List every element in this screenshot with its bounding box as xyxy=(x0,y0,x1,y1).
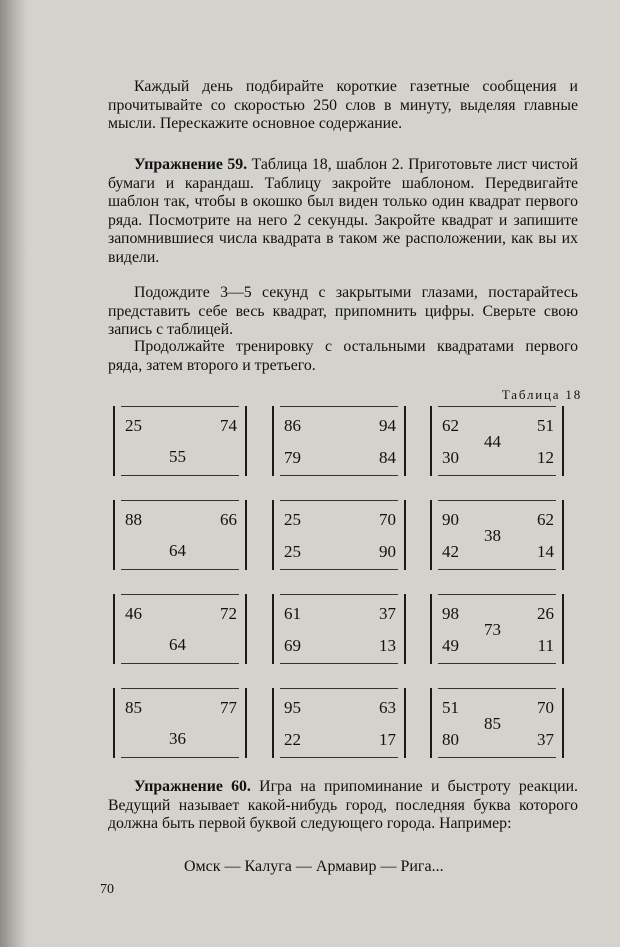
square-number: 12 xyxy=(537,448,554,467)
square-number: 51 xyxy=(442,698,459,717)
number-square xyxy=(113,688,247,758)
square-number: 46 xyxy=(125,604,142,623)
city-chain-example: Омск — Калуга — Армавир — Рига... xyxy=(184,858,444,875)
square-number: 36 xyxy=(169,729,186,748)
paragraph-intro xyxy=(108,78,578,134)
square-number: 94 xyxy=(379,416,396,435)
square-number: 73 xyxy=(484,620,501,639)
paragraph-exercise-60 xyxy=(108,778,578,834)
square-number: 77 xyxy=(220,698,237,717)
square-number: 13 xyxy=(379,636,396,655)
exercise-60-text: Игра на припоминание и быстроту реакции. Ведущий называет какой-нибудь город, последняя буква которого должна быть первой буквой следующего города. Например: xyxy=(108,778,578,833)
square-number: 14 xyxy=(537,542,554,561)
square-number: 80 xyxy=(442,730,459,749)
square-number: 84 xyxy=(379,448,396,467)
square-number: 88 xyxy=(125,510,142,529)
number-square xyxy=(430,406,564,476)
number-square xyxy=(430,500,564,570)
number-square xyxy=(272,688,406,758)
square-number: 37 xyxy=(537,730,554,749)
square-number: 85 xyxy=(125,698,142,717)
square-number: 62 xyxy=(537,510,554,529)
square-number: 69 xyxy=(284,636,301,655)
paragraph-wait xyxy=(108,284,578,340)
square-number: 90 xyxy=(442,510,459,529)
square-number: 74 xyxy=(220,416,237,435)
square-number: 62 xyxy=(442,416,459,435)
square-number: 86 xyxy=(284,416,301,435)
square-number: 42 xyxy=(442,542,459,561)
square-number: 70 xyxy=(379,510,396,529)
number-square xyxy=(272,500,406,570)
number-square xyxy=(430,688,564,758)
square-number: 64 xyxy=(169,541,186,560)
number-square xyxy=(113,594,247,664)
square-number: 72 xyxy=(220,604,237,623)
square-number: 17 xyxy=(379,730,396,749)
exercise-59-heading: Упражнение 59. xyxy=(134,156,248,173)
square-number: 66 xyxy=(220,510,237,529)
square-number: 25 xyxy=(125,416,142,435)
square-number: 51 xyxy=(537,416,554,435)
paragraph-wait-text: Подождите 3—5 секунд с закрытыми глазами, постарайтесь представить себе весь квадрат, припомнить цифры. Сверьте свою запись с таблицей. xyxy=(108,284,578,339)
exercise-59-text: Таблица 18, шаблон 2. Приготовьте лист чистой бумаги и карандаш. Таблицу закройте шаблоном. Передвигайте шаблон так, чтобы в окошко был виден только один квадрат первого ряда. Посмотрите на него 2 секунды. Закройте квадрат и запишите запомнившиеся числа квадрата в таком же расположении, как вы их видели. xyxy=(108,156,578,266)
square-number: 95 xyxy=(284,698,301,717)
exercise-60-heading: Упражнение 60. xyxy=(134,778,251,795)
number-square xyxy=(430,594,564,664)
number-square xyxy=(272,594,406,664)
square-number: 37 xyxy=(379,604,396,623)
square-number: 26 xyxy=(537,604,554,623)
square-number: 55 xyxy=(169,447,186,466)
square-number: 25 xyxy=(284,510,301,529)
square-number: 49 xyxy=(442,636,459,655)
square-number: 38 xyxy=(484,526,501,545)
square-number: 25 xyxy=(284,542,301,561)
number-square xyxy=(113,406,247,476)
square-number: 22 xyxy=(284,730,301,749)
page-binding-edge xyxy=(0,0,28,947)
page-number: 70 xyxy=(100,882,114,897)
square-number: 98 xyxy=(442,604,459,623)
square-number: 85 xyxy=(484,714,501,733)
paragraph-intro-text: Каждый день подбирайте короткие газетные сообщения и прочитывайте со скоростью 250 слов в минуту, выделяя главные мысли. Перескажите основное содержание. xyxy=(108,78,578,133)
paragraph-exercise-59 xyxy=(108,156,578,268)
square-number: 64 xyxy=(169,635,186,654)
paragraph-continue-text: Продолжайте тренировку с остальными квадратами первого ряда, затем второго и третьего. xyxy=(108,338,578,374)
number-square xyxy=(272,406,406,476)
square-number: 70 xyxy=(537,698,554,717)
square-number: 90 xyxy=(379,542,396,561)
square-number: 30 xyxy=(442,448,459,467)
table-caption: Таблица 18 xyxy=(501,387,582,402)
square-number: 61 xyxy=(284,604,301,623)
square-number: 11 xyxy=(537,636,554,655)
number-squares-table xyxy=(113,406,565,761)
number-square xyxy=(113,500,247,570)
square-number: 63 xyxy=(379,698,396,717)
square-number: 44 xyxy=(484,432,501,451)
paragraph-continue xyxy=(108,338,578,375)
square-number: 79 xyxy=(284,448,301,467)
